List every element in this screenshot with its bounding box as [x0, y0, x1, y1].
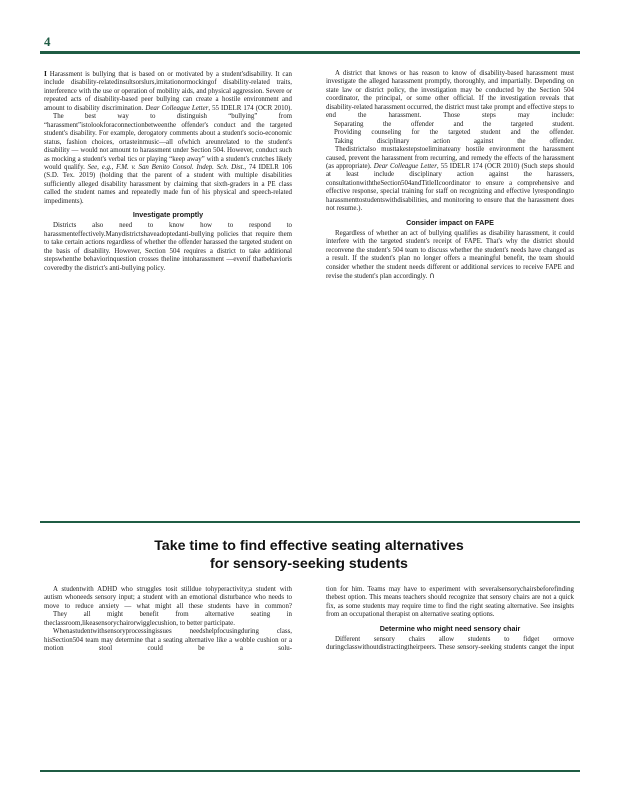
article2-column-2	[326, 586, 574, 653]
header-rule	[40, 51, 580, 54]
section-heading-fape: Consider impact on FAPE	[406, 217, 494, 227]
step-item: Providing counseling for the targeted student and the offender.	[334, 129, 574, 137]
benefit-paragraph: They all might benefit from alternative seating in theclassroom,likeasensorychairorwigglecushion, to better participate.	[44, 611, 292, 627]
continued-paragraph: tion for him. Teams may have to experiment with severalsensorychairsbeforefinding thebest option. This means teachers should recognize that sensory chairs are not a quick fix, as some students may require time to find the right seating alternative. See insights from an occupational therapist on alternative seating options.	[326, 586, 574, 619]
step-item: Separating the offender and the targeted student.	[334, 120, 574, 128]
section-heading-investigate: Investigate promptly	[132, 210, 204, 220]
investigate-paragraph: Districts also need to know how to respond to harassmenteffectively.Manydistrictshaveadoptedanti-bullying policies that require them to take certain actions regardless of whether the offender harassed the targeted student on the basis of disability. However, Section 504 requires a district to take additional stepswhenthe behaviorinquestion crosses theline intoharassment —evenif thatbehavioris coveredby the district's anti-bullying policy.	[44, 222, 292, 272]
article-column-1	[44, 70, 292, 273]
page-number: 4	[44, 34, 51, 49]
distinguish-paragraph: The best way to distinguish “bullying” from “harassment”istolookforaconnectionbetweenthe offender's conduct and the targeted student's disability. For example, derogatory comments about a student's socio-economic status, fashion choices, ortasteinmusic—all ofwhich areunrelated to the student's disability — would not amount to harassment under Section 504. However, conduct such as mocking a student's verbal tics or playing “keep away” with a student's crutches likely would qualify. See, e.g., F.M. v. San Benito Consol. Indep. Sch. Dist., 74 IDELR 106 (S.D. Tex. 2019) (holding that the parent of a student with multiple disabilities sufficiently alleged disability harassment by claiming that sixth-graders in a PE class called the student names and repeatedly made fun of his physical and speech-related impediments).	[44, 113, 292, 205]
footer-rule	[40, 770, 580, 772]
district-paragraph: A district that knows or has reason to know of disability-based harassment must investigate the alleged harassment promptly, thoroughly, and impartially. Depending on state law or district policy, the investigation may be conducted by the Section 504 coordinator, the principal, or some other official. If the investigation reveals that disability-related harassment occurred, the district must take prompt and effective steps to end the harassment. Those steps may include:	[326, 70, 574, 120]
citation: Dear Colleague Letter	[373, 162, 437, 170]
end-mark-icon: ∩	[429, 270, 435, 280]
article-divider	[40, 521, 580, 523]
step-item: Taking disciplinary action against the offender.	[334, 137, 574, 145]
article-column-2	[326, 70, 574, 281]
section-heading-sensory: Determine who might need sensory chair	[379, 623, 521, 633]
fape-paragraph: Regardless of whether an act of bullying qualifies as disability harassment, it could interfere with the targeted student's receipt of FAPE. That's why the district should reconvene the student's 504 team to discuss whether the student's needs have changed as a result. If the student's plan no longer offers a meaningful benefit, the team should consider whether the student needs different or additional services to receive FAPE and revise the student's plan accordingly. ∩	[326, 229, 574, 280]
citation: See, e.g., F.M. v. San Benito Consol. Indep. Sch. Dist.	[87, 163, 245, 171]
hostile-environment-paragraph: Thedistrictalso musttakestepstoeliminateany hostile environment the harassment caused, prevent the harassment from recurring, and remedy the effects of the harassment (as appropriate). Dear Colleague Letter, 55 IDELR 174 (OCR 2010) (Such steps should at least include disciplinary action against the harassers, consultationwiththeSection504andTitleIIcoordinator to ensure a comprehensive and effective response, special training for staff on recognizing and effective lyrespondingto harassmenttostudentswithdisabilities, and monitoring to ensure that the harassment does not resume.).	[326, 146, 574, 213]
harassment-paragraph: I Harassment is bullying that is based on or motivated by a student'sdisability. It can include disability-relatedinsultsorslurs,imitationormockingof disability-related traits, interference with the use or operation of mobility aids, and physical aggression. Severe or repeated acts of disability-based peer bullying can create a hostile environment and amount to disability discrimination. Dear Colleague Letter, 55 IDELR 174 (OCR 2010).	[44, 69, 293, 112]
team-paragraph: Whenastudentwithsensoryprocessingissues needshelpfocusingduring class, hisSection504 team may determine that a seating alternative like a wobble cushion or a motion stool could be a solu-	[44, 628, 292, 653]
citation: Dear Colleague Letter	[145, 104, 209, 112]
article2-column-1	[44, 586, 292, 654]
intro-paragraph: A studentwith ADHD who struggles tosit stilldue tohyperactivity;a student with autism whoneeds sensory input; a student with an emotional disturbance who needs to move to reduce anxiety — what might all these students have in common?	[44, 586, 292, 610]
dropcap: I	[44, 69, 47, 78]
article-headline: Take time to find effective seating alternatives for sensory-seeking students	[154, 538, 464, 572]
sensory-paragraph: Different sensory chairs allow students to fidget ormove duringclasswithoutdistractingtheirpeers. These sensory-seeking students canget the input	[326, 635, 574, 652]
